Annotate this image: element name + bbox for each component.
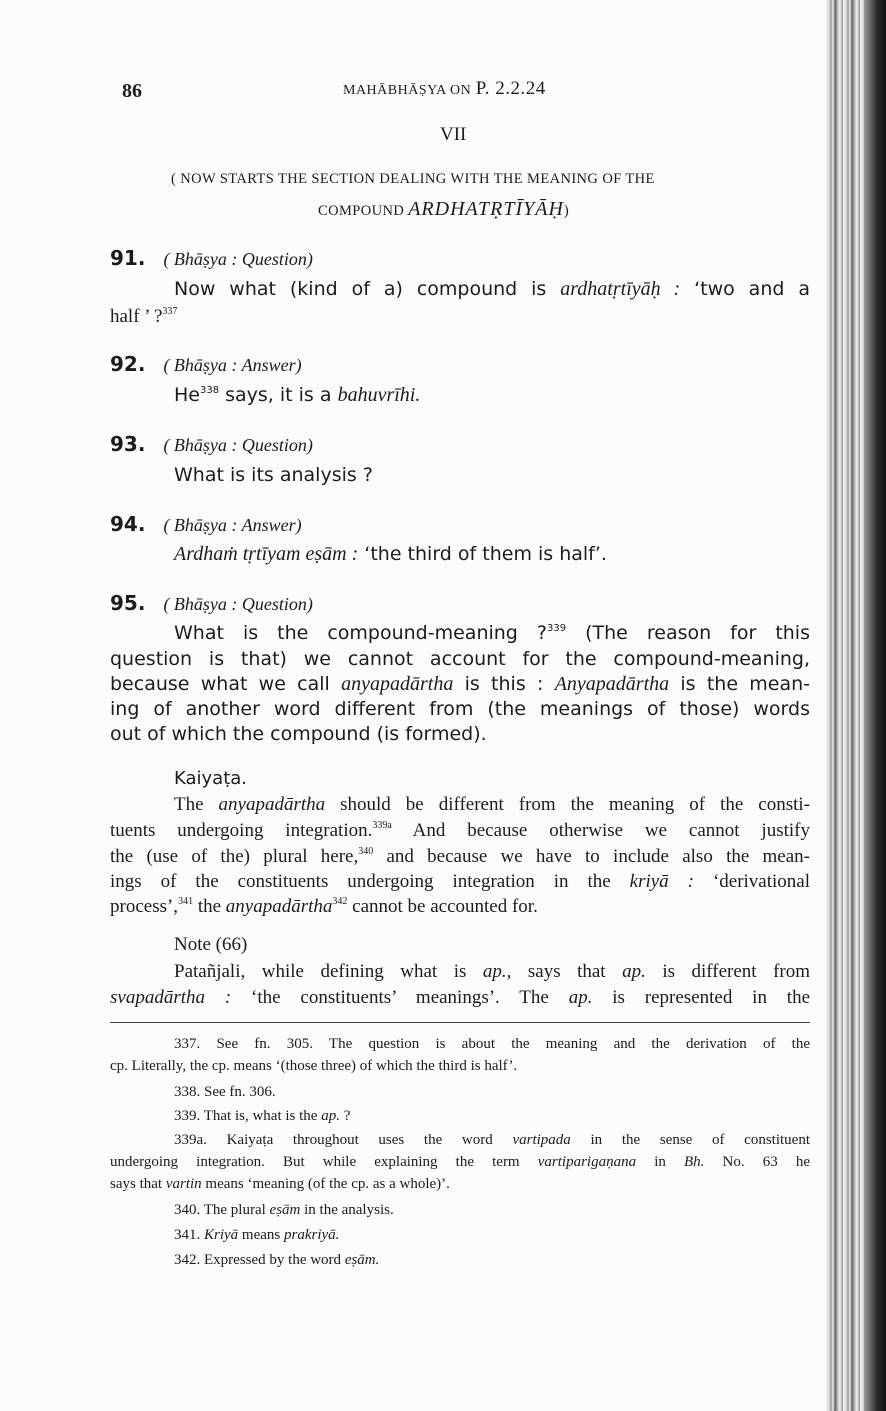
text-span: says that [527,961,606,982]
text-span: because what we call [110,673,330,695]
term-span: vartin [165,1176,202,1192]
text-span: What is the compound-meaning ? [174,622,547,644]
footnote-342 [174,1252,379,1269]
text-span: No. 63 he [722,1154,811,1170]
term-span: anyapadārtha [225,896,333,917]
term-span: svapadārtha : [110,987,232,1008]
note-line2 [110,987,810,1009]
text-span: says, it is a [225,384,332,406]
text-span: undergoing integration. But while explaining the term [110,1154,520,1170]
text-span: the [197,896,222,917]
footnote-339a-line1 [174,1132,810,1149]
term-span: Kriyā [204,1227,239,1243]
text-span: 341. [174,1227,201,1243]
footnote-337-line2: cp. Literally, the cp. means ‘(those three) of which the third is half’. [110,1058,518,1074]
term-span: eṣām [269,1202,301,1218]
text-span: process’, [110,896,179,917]
entry-label: ( Bhāṣya : Question) [163,594,313,614]
entry-95-line1 [174,622,810,644]
text-span: and because we have to include also the mean- [386,846,810,867]
text-span: ‘the constituents’ meanings’. The [251,987,549,1008]
footnote-ref: 341 [178,896,194,907]
entry-number: 93. [110,432,146,456]
term-span: Anyapadārtha [554,673,670,695]
running-ref: P. 2.2.24 [475,78,546,99]
text-span: tuents undergoing integration. [110,820,373,841]
section-number: VII [440,124,467,145]
text-span: the (use of the) plural here, [110,846,359,867]
note-line1 [174,961,810,983]
term-span: anyapadārtha [218,794,326,815]
footnote-ref: 340 [358,846,374,857]
text-span: Patañjali, while defining what is [174,961,467,982]
footnote-ref: 338 [199,385,220,396]
term-span: prakriyā. [284,1227,340,1243]
text-span: means ‘meaning (of the cp. as a whole)’. [205,1176,450,1192]
footnote-rule [110,1022,810,1023]
heading-prefix: COMPOUND [318,203,405,219]
text-span: And because otherwise we cannot justify [412,820,810,841]
text-span: ‘the third of them is half’. [364,543,607,565]
text-span: should be different from the meaning of the consti- [340,794,810,815]
text-span: ? [343,1108,351,1124]
section-heading-line1: ( NOW STARTS THE SECTION DEALING WITH THE MEANING OF THE [171,171,655,187]
term-span: ardhatṛtīyāḥ : [560,278,681,300]
footnote-ref: 339 [546,623,567,634]
footnote-337-line1: 337. See fn. 305. The question is about the meaning and the derivation of the [174,1036,810,1052]
text-span: says that [110,1176,163,1192]
kaiyata-line3 [110,846,810,868]
footnote-339a-line2 [110,1154,810,1171]
entry-95-line3 [110,673,810,696]
entry-94-header [110,512,302,536]
text-span: ‘two and a [694,278,810,300]
entry-92-text [174,384,420,407]
entry-95-line2: question is that) we cannot account for the compound-meaning, [110,648,810,670]
entry-95-line4: ing of another word different from (the meanings of those) words [110,698,810,720]
entry-number: 94. [110,512,146,536]
heading-term: ARDHATṚTĪYĀḤ [408,198,564,220]
entry-94-text [174,543,607,566]
footnote-ref: 339a [372,820,392,831]
entry-label: ( Bhāṣya : Question) [163,249,313,269]
text-span: in the sense of constituent [590,1132,811,1148]
running-head [343,78,546,100]
text-span: is the mean- [680,673,811,695]
term-span: Ardhaṁ tṛtīyam eṣām : [174,543,359,565]
entry-95-header [110,591,313,615]
text-span: is represented in the [612,987,811,1008]
text-span: means [241,1227,281,1243]
text-span: 339. That is, what is the [174,1108,318,1124]
footnote-ref: 342 [332,896,348,907]
entry-number: 95. [110,591,146,615]
entry-number: 91. [110,246,146,270]
kaiyata-line5 [110,896,538,918]
text-span: is different from [662,961,811,982]
note-title: Note (66) [174,934,248,955]
text-span: cannot be accounted for. [352,896,538,917]
text-span: He [174,384,200,406]
entry-92-header [110,352,302,376]
text-span: Now what (kind of a) compound is [174,278,547,300]
text-span: in the analysis. [304,1202,394,1218]
text-span: half ’ ? [110,306,163,327]
term-span: eṣām. [344,1252,380,1268]
term-span: ap., [482,961,512,982]
entry-label: ( Bhāṣya : Answer) [163,515,302,535]
term-span: Bh. [684,1154,705,1170]
text-span: (The reason for this [585,622,810,644]
entry-93-text: What is its analysis ? [174,464,373,486]
entry-91-line2 [110,306,177,328]
section-heading-line2 [318,198,569,221]
text-span: 339a. Kaiyaṭa throughout uses the word [174,1132,493,1148]
heading-close: ) [563,203,570,219]
kaiyata-title: Kaiyaṭa. [174,768,248,789]
term-span: ap. [568,987,593,1008]
entry-91-line1 [174,278,810,301]
term-span: kriyā : [629,871,694,892]
text-span: The [174,794,204,815]
text-span: ings of the constituents undergoing integration in the [110,871,611,892]
text-span: 340. The plural [174,1202,266,1218]
footnote-339a-line3 [110,1176,450,1193]
entry-label: ( Bhāṣya : Question) [163,435,313,455]
footnote-339 [174,1108,350,1125]
entry-number: 92. [110,352,146,376]
text-span: in [654,1154,666,1170]
footnote-ref: 337 [162,306,178,317]
page-number: 86 [122,80,142,102]
footnote-340 [174,1202,394,1219]
text-span: 342. Expressed by the word [174,1252,342,1268]
term-span: vartipada [512,1132,571,1148]
entry-95-line5: out of which the compound (is formed). [110,723,487,745]
term-span: ap. [321,1108,340,1124]
footnote-338: 338. See fn. 306. [174,1084,276,1100]
footnote-341 [174,1227,339,1244]
entry-label: ( Bhāṣya : Answer) [163,355,302,375]
running-title: MAHĀBHĀṢYA ON [343,83,472,98]
text-span: ‘derivational [712,871,811,892]
term-span: bahuvrīhi. [337,384,421,406]
kaiyata-line4 [110,871,810,893]
entry-93-header [110,432,313,456]
text-span: is this : [464,673,544,695]
kaiyata-line1 [174,794,810,816]
term-span: anyapadārtha [341,673,454,695]
term-span: vartiparigaṇana [537,1154,637,1170]
entry-91-header [110,246,313,270]
term-span: ap. [622,961,646,982]
scan-edge-binding [864,0,886,1411]
kaiyata-line2 [110,820,810,842]
